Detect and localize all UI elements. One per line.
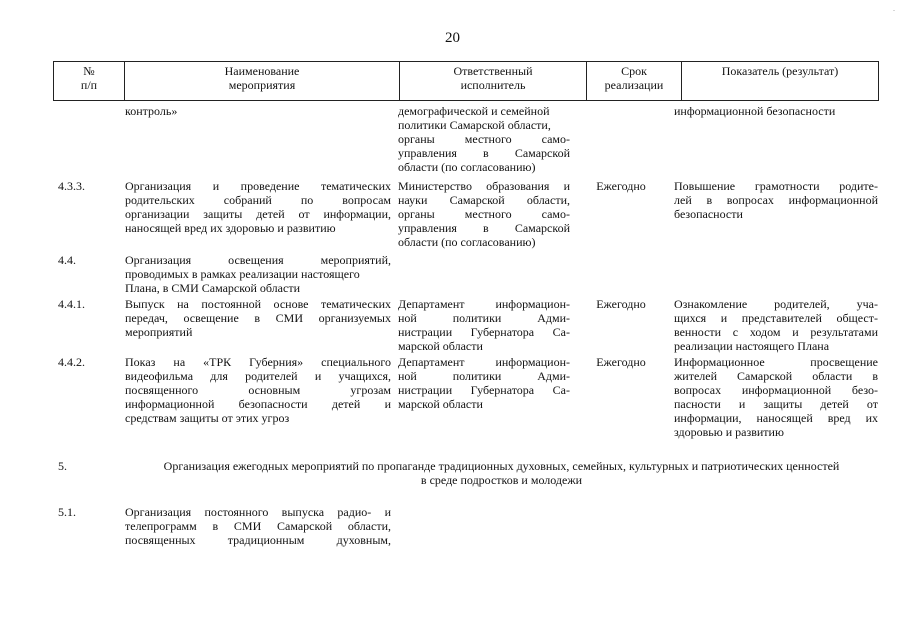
header-name: Наименование мероприятия [125, 62, 400, 101]
header-number: № п/п [54, 62, 125, 101]
row-4-4-2-responsible: Департамент информацион- ной политики Адми- нистрации Губернатора Са- марской области [398, 355, 570, 411]
table-header [53, 61, 879, 101]
row-5-1-name: Организация постоянного выпуска радио- и телепрограмм в СМИ Самарской области, посвященных традиционным духовным, [125, 505, 391, 547]
header-responsible: Ответственный исполнитель [400, 62, 587, 101]
row-number-4-4-1: 4.4.1. [58, 297, 85, 311]
row-4-4-1-name: Выпуск на постоянной основе тематических передач, освещение в СМИ организуемых мероприятий [125, 297, 391, 339]
row-4-4-2-name: Показ на «ТРК Губерния» специального видеофильма для родителей и учащихся, посвященного основным угрозам информационной безопасности детей и средствам защиты от этих угроз [125, 355, 391, 425]
row-number-4-4: 4.4. [58, 253, 76, 267]
row-4-3-3-name: Организация и проведение тематических родительских собраний по вопросам организации защиты детей от информации, наносящей вред их здоровью и развитию [125, 179, 391, 235]
row-4-4-1-term: Ежегодно [596, 297, 646, 311]
row-4-3-3-result: Повышение грамотности родите- лей в вопросах информационной безопасности [674, 179, 878, 221]
corner-mark: . [893, 4, 895, 13]
section-5-title: Организация ежегодных мероприятий по пропаганде традиционных духовных, семейных, культурных и патриотических ценностей в среде подростков и молодежи [163, 459, 840, 487]
row-4-3-3-responsible: Министерство образования и науки Самарской области, органы местного само- управления в Самарской области (по согласованию) [398, 179, 570, 249]
row-4-4-2-result: Информационное просвещение жителей Самарской области в вопросах информационной безо- пасности и защиты детей от информации, наносящей вред их здоровью и развитию [674, 355, 878, 439]
cont-result: информационной безопасности [674, 104, 836, 118]
row-4-3-3-term: Ежегодно [596, 179, 646, 193]
row-number-5: 5. [58, 459, 67, 473]
page-number: 20 [445, 30, 460, 46]
cont-responsible: демографической и семейной политики Самарской области, органы местного само- управления в Самарской области (по согласованию) [398, 104, 570, 174]
row-4-4-1-result: Ознакомление родителей, уча- щихся и представителей общест- венности с ходом и результатами реализации настоящего Плана [674, 297, 878, 353]
row-number-4-3-3: 4.3.3. [58, 179, 85, 193]
row-number-5-1: 5.1. [58, 505, 76, 519]
row-4-4-name: Организация освещения мероприятий, проводимых в рамках реализации настоящего Плана, в СМИ Самарской области [125, 253, 391, 295]
header-result: Показатель (результат) [682, 62, 879, 101]
row-4-4-2-term: Ежегодно [596, 355, 646, 369]
cont-name: контроль» [125, 104, 178, 118]
row-number-4-4-2: 4.4.2. [58, 355, 85, 369]
header-term: Срок реализации [587, 62, 682, 101]
row-4-4-1-responsible: Департамент информацион- ной политики Адми- нистрации Губернатора Са- марской области [398, 297, 570, 353]
